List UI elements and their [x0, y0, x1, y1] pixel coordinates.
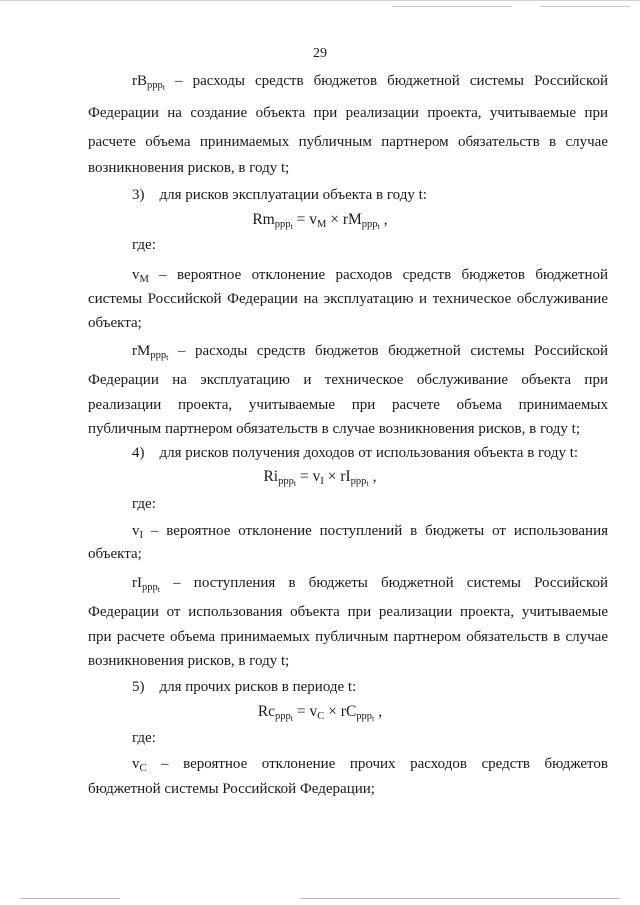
definition-rI-line-2: Федерации от использования объекта при реализации проекта, учитываемые: [88, 604, 608, 620]
definition-vM-line-3: объекта;: [88, 315, 142, 331]
definition-vI-line-2: объекта;: [88, 546, 142, 562]
scan-artifact-line: [20, 898, 120, 899]
definition-vC-line-2: бюджетной системы Российской Федерации;: [88, 781, 375, 797]
definition-vC-line-1: $v_C$ – вероятное отклонение прочих расходов средств бюджетов: [132, 756, 608, 774]
definition-rI-line-1: $rI_{ppp_t}$ – поступления в бюджеты бюджетной системы Российской: [132, 575, 609, 594]
page-number: 29: [313, 46, 327, 61]
symbol-rM: $rM_{ppp_t}$: [132, 343, 169, 362]
list-item-3: 3) для рисков эксплуатации объекта в году t:: [132, 187, 427, 203]
symbol-vI: $v_I$: [132, 523, 143, 541]
symbol-rI: $rI_{ppp_t}$: [132, 575, 160, 594]
scan-artifact-line: [300, 898, 620, 899]
scan-artifact-line: [540, 6, 630, 7]
where-label: где:: [132, 496, 156, 512]
where-label: где:: [132, 237, 156, 253]
list-item-4: 4) для рисков получения доходов от использования объекта в году t:: [132, 445, 579, 461]
symbol-vM: $v_M$: [132, 267, 149, 285]
symbol-vC: $v_C$: [132, 756, 147, 774]
definition-rI-line-3: при расчете объема принимаемых публичным партнером обязательств в случае: [88, 629, 608, 645]
scan-artifact-line: [392, 6, 512, 7]
definition-vM-line-1: $v_M$ – вероятное отклонение расходов средств бюджетов бюджетной: [132, 267, 608, 285]
formula-Rc: $Rc_{ppp_t} = v_C \times rC_{ppp_t}$ ,: [257, 703, 383, 723]
formula-Rm: $Rm_{ppp_t} = v_M \times rM_{ppp_t}$ ,: [252, 211, 388, 231]
page-top-edge: [0, 0, 640, 1]
definition-rB-line-3: расчете объема принимаемых публичным партнером обязательств в случае: [88, 134, 608, 150]
definition-rM-line-3: реализации проекта, учитываемые при расчете объема принимаемых: [88, 397, 608, 413]
definition-rM-line-2: Федерации на эксплуатацию и техническое обслуживание объекта при: [88, 372, 608, 388]
definition-vM-line-2: системы Российской Федерации на эксплуатацию и техническое обслуживание: [88, 291, 608, 307]
definition-rM-line-1: $rM_{ppp_t}$ – расходы средств бюджетов бюджетной системы Российской: [132, 343, 608, 362]
definition-rM-line-4: публичным партнером обязательств в случае возникновения рисков, в году t;: [88, 421, 581, 437]
where-label: где:: [132, 730, 156, 746]
definition-vI-line-1: $v_I$ – вероятное отклонение поступлений в бюджеты от использования: [132, 523, 608, 541]
definition-rB-line-1: $rB_{ppp_t}$ – расходы средств бюджетов бюджетной системы Российской: [132, 73, 608, 92]
list-item-5: 5) для прочих рисков в периоде t:: [132, 679, 357, 695]
definition-rI-line-4: возникновения рисков, в году t;: [88, 653, 290, 669]
definition-rB-line-4: возникновения рисков, в году t;: [88, 160, 290, 176]
definition-rB-line-2: Федерации на создание объекта при реализации проекта, учитываемые при: [88, 105, 608, 121]
formula-Ri: $Ri_{ppp_t} = v_I \times rI_{ppp_t}$ ,: [263, 468, 377, 488]
symbol-rB: $rB_{ppp_t}$: [132, 73, 165, 92]
